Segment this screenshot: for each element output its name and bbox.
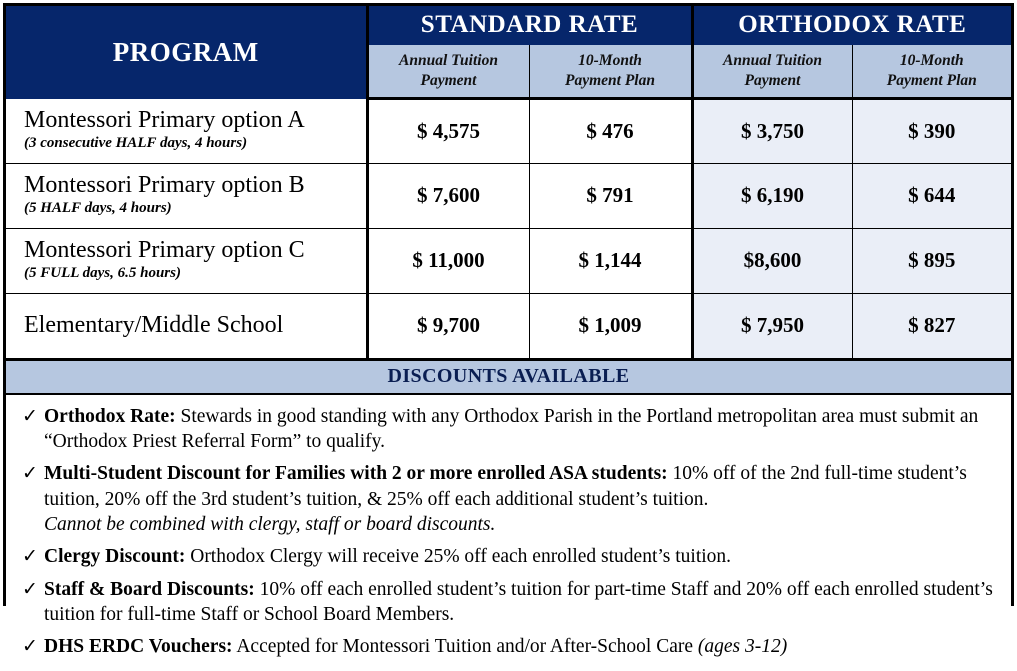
cell-orthodox-monthly: $ 827: [852, 293, 1011, 358]
checkmark-icon: ✓: [22, 546, 38, 568]
discount-term: Multi-Student Discount for Families with 2 or more enrolled ASA students:: [44, 463, 668, 485]
program-note: (3 consecutive HALF days, 4 hours): [24, 134, 248, 151]
subheader-line-2: Payment Plan: [565, 72, 655, 89]
discount-body: Orthodox Clergy will receive 25% off each enrolled student’s tuition.: [185, 546, 732, 568]
cell-orthodox-monthly: $ 390: [852, 99, 1011, 164]
program-name: Elementary/Middle School: [24, 312, 284, 339]
column-header-program: PROGRAM: [6, 6, 367, 99]
list-item: [16, 461, 997, 537]
cell-standard-annual: $ 4,575: [367, 99, 529, 164]
discounts-list: [16, 404, 997, 660]
cell-orthodox-annual: $8,600: [692, 228, 852, 293]
group-header-standard-rate: STANDARD RATE: [367, 6, 692, 45]
header-row-main: [6, 6, 1011, 45]
subheader-line-1: 10-Month: [899, 52, 964, 70]
discount-text: [44, 634, 997, 659]
column-header-standard-annual: [367, 45, 529, 99]
list-item: [16, 544, 997, 569]
checkmark-icon: ✓: [22, 578, 38, 600]
cell-program: [6, 99, 367, 164]
discount-term: Clergy Discount:: [44, 546, 186, 568]
checkmark-icon: ✓: [22, 636, 38, 658]
table-row: [6, 293, 1011, 358]
program-note: (5 HALF days, 4 hours): [24, 199, 172, 216]
discounts-banner: DISCOUNTS AVAILABLE: [6, 358, 1011, 395]
cell-orthodox-monthly: $ 895: [852, 228, 1011, 293]
cell-orthodox-annual: $ 3,750: [692, 99, 852, 164]
cell-orthodox-annual: $ 7,950: [692, 293, 852, 358]
discount-term: Orthodox Rate:: [44, 405, 176, 427]
checkmark-icon: ✓: [22, 463, 38, 485]
discount-text: [44, 461, 997, 537]
discount-term: Staff & Board Discounts:: [44, 578, 255, 600]
tuition-rate-table: [6, 6, 1011, 358]
discount-text: [44, 404, 997, 455]
subheader-line-1: 10-Month: [578, 52, 642, 70]
discount-text: [44, 577, 997, 628]
discount-body: Accepted for Montessori Tuition and/or After-School Care: [232, 636, 698, 658]
subheader-line-1: Annual Tuition: [399, 52, 498, 70]
subheader-line-2: Payment Plan: [886, 72, 977, 89]
cell-program: [6, 228, 367, 293]
column-header-orthodox-monthly: [852, 45, 1011, 99]
discount-term: DHS ERDC Vouchers:: [44, 636, 233, 658]
subheader-line-1: Annual Tuition: [723, 52, 822, 70]
discount-italic-note: Cannot be combined with clergy, staff or board discounts.: [44, 513, 496, 535]
table-header: [6, 6, 1011, 99]
subheader-line-2: Payment: [420, 72, 477, 89]
cell-standard-monthly: $ 1,009: [529, 293, 692, 358]
sheet-frame: [3, 3, 1014, 658]
cell-program: [6, 163, 367, 228]
list-item: [16, 634, 997, 659]
cell-standard-annual: $ 11,000: [367, 228, 529, 293]
program-name: Montessori Primary option B: [24, 171, 305, 198]
discount-text: [44, 544, 997, 569]
program-name: Montessori Primary option A: [24, 106, 305, 133]
discount-body: 10% off each enrolled student’s tuition for part-time Staff and 20% off each enrolled student’s tuition for full-time Staff or School Board Members.: [44, 578, 993, 625]
table-row: [6, 99, 1011, 164]
table-row: [6, 163, 1011, 228]
program-note: (5 FULL days, 6.5 hours): [24, 264, 181, 281]
list-item: [16, 577, 997, 628]
discount-age-range: (ages 3-12): [697, 636, 788, 658]
checkmark-icon: ✓: [22, 405, 38, 427]
program-name: Montessori Primary option C: [24, 236, 305, 263]
list-item: [16, 404, 997, 455]
cell-standard-annual: $ 9,700: [367, 293, 529, 358]
discount-body: 10% off of the 2nd full-time student’s tuition, 20% off the 3rd student’s tuition, & 25% off each additional student’s tuition.: [44, 463, 967, 510]
table-row: [6, 228, 1011, 293]
cell-program: [6, 293, 367, 358]
table-body: [6, 99, 1011, 358]
cell-standard-annual: $ 7,600: [367, 163, 529, 228]
column-header-orthodox-annual: [692, 45, 852, 99]
cell-orthodox-annual: $ 6,190: [692, 163, 852, 228]
discounts-section: [6, 395, 1011, 671]
cell-orthodox-monthly: $ 644: [852, 163, 1011, 228]
column-header-standard-monthly: [529, 45, 692, 99]
cell-standard-monthly: $ 791: [529, 163, 692, 228]
subheader-line-2: Payment: [744, 72, 801, 89]
cell-standard-monthly: $ 476: [529, 99, 692, 164]
cell-standard-monthly: $ 1,144: [529, 228, 692, 293]
discount-body: Stewards in good standing with any Orthodox Parish in the Portland metropolitan area must submit an “Orthodox Priest Referral Form” to qualify.: [44, 405, 979, 452]
group-header-orthodox-rate: ORTHODOX RATE: [692, 6, 1011, 45]
